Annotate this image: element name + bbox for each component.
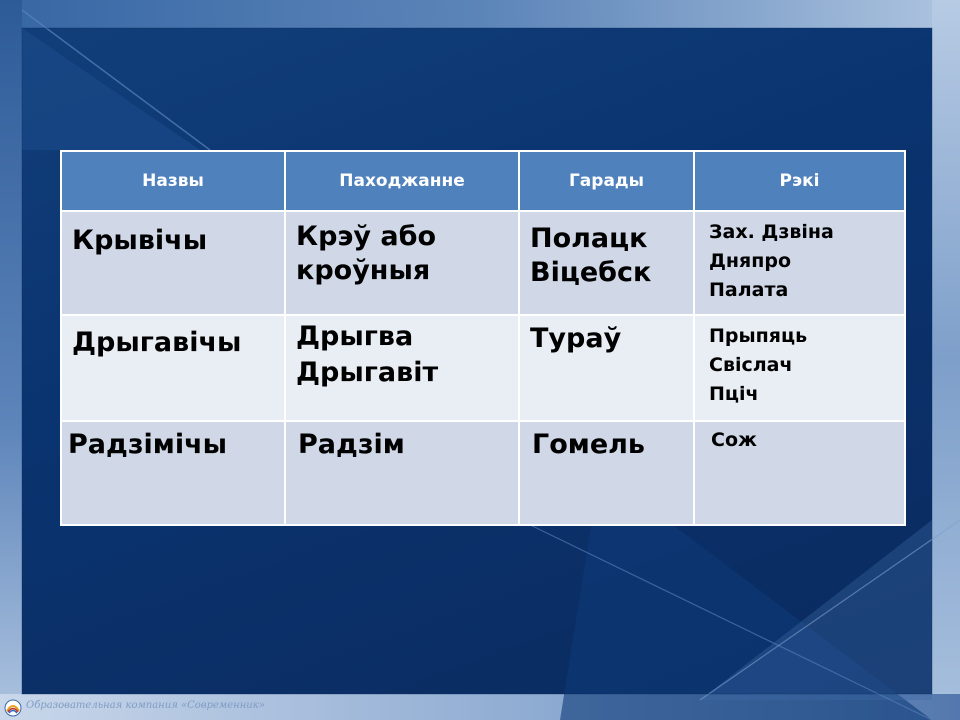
table-row	[61, 315, 905, 421]
tribe-name: Радзімічы	[68, 429, 228, 460]
origin-cell	[285, 315, 519, 421]
cities-cell	[519, 421, 694, 525]
header-rivers: Рэкі	[694, 151, 905, 211]
rivers-cell	[694, 421, 905, 525]
tribe-name-cell	[61, 315, 285, 421]
river: Сож	[711, 429, 757, 451]
rivers-cell	[694, 315, 905, 421]
tribes-table	[60, 150, 906, 526]
city: Тураў	[530, 323, 622, 354]
table-row	[61, 421, 905, 525]
origin-cell	[285, 421, 519, 525]
origin-line: кроўныя	[296, 255, 431, 286]
tribe-name: Дрыгавічы	[72, 327, 242, 358]
river: Прыпяць	[709, 325, 808, 347]
footer	[0, 696, 300, 720]
river: Дняпро	[709, 250, 792, 272]
city: Гомель	[532, 429, 645, 460]
origin-line: Дрыгавіт	[296, 357, 439, 388]
header-origin: Паходжанне	[285, 151, 519, 211]
origin-line: Дрыгва	[296, 321, 414, 352]
river: Пціч	[709, 383, 759, 405]
table-row	[61, 211, 905, 315]
rivers-cell	[694, 211, 905, 315]
footer-company-text: Образовательная компания «Современник»	[26, 700, 265, 711]
tribe-name-cell	[61, 421, 285, 525]
cities-cell	[519, 315, 694, 421]
header-names: Назвы	[61, 151, 285, 211]
origin-line: Крэў або	[296, 221, 437, 252]
city: Полацк	[530, 223, 648, 254]
origin-line: Радзім	[298, 429, 405, 460]
river: Зах. Дзвіна	[709, 221, 834, 243]
river: Свіслач	[709, 354, 793, 376]
table-header-row	[61, 151, 905, 211]
tribe-name: Крывічы	[72, 225, 208, 256]
origin-cell	[285, 211, 519, 315]
company-logo-icon	[4, 699, 22, 717]
header-cities: Гарады	[519, 151, 694, 211]
tribe-name-cell	[61, 211, 285, 315]
tribes-table-container	[60, 150, 904, 520]
city: Віцебск	[530, 257, 652, 288]
river: Палата	[709, 279, 789, 301]
cities-cell	[519, 211, 694, 315]
